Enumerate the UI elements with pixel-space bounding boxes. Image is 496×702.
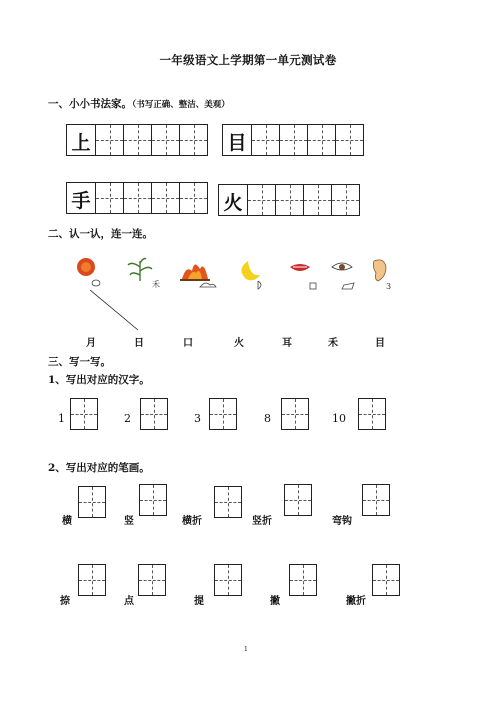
number-label: 1 [58, 412, 65, 425]
section3-heading: 三、写一写。 [48, 356, 111, 368]
answer-char[interactable]: 口 [183, 338, 193, 349]
writing-grid-1[interactable] [66, 124, 208, 156]
answer-char[interactable]: 耳 [282, 338, 292, 349]
number-label: 8 [264, 412, 271, 425]
section1-heading-text: 一、小小书法家。 [48, 98, 132, 110]
answer-char[interactable]: 日 [134, 338, 144, 349]
example-char: 手 [71, 190, 91, 212]
example-char: 目 [227, 132, 247, 154]
answer-box[interactable] [140, 398, 168, 430]
answer-box[interactable] [209, 398, 237, 430]
answer-char[interactable]: 目 [375, 338, 385, 349]
stroke-label: 撇折 [346, 596, 366, 607]
ear-picture [373, 260, 391, 291]
answer-box[interactable] [78, 486, 106, 518]
stroke-label: 点 [124, 596, 134, 607]
number-label: 2 [124, 412, 131, 425]
stroke-label: 撇 [270, 596, 280, 607]
moon-picture [241, 261, 261, 289]
answer-box[interactable] [214, 564, 242, 596]
answer-char[interactable]: 禾 [328, 338, 338, 349]
stroke-label: 弯钩 [332, 516, 352, 527]
stroke-label: 提 [194, 596, 204, 607]
number-label: 3 [194, 412, 201, 425]
answer-box[interactable] [78, 564, 106, 596]
pictures-row [70, 255, 400, 295]
section2-heading: 二、认一认，连一连。 [48, 228, 153, 240]
eye-picture [332, 263, 354, 289]
mouth-picture [290, 264, 316, 289]
stroke-label: 横 [62, 516, 72, 527]
example-char: 火 [223, 192, 243, 214]
stroke-label: 捺 [60, 596, 70, 607]
answer-char[interactable]: 火 [234, 338, 244, 349]
section3-sub1-heading: 1、写出对应的汉字。 [48, 374, 150, 386]
grain-picture [128, 259, 160, 290]
example-char: 上 [71, 132, 91, 154]
number-label: 10 [332, 412, 346, 425]
answer-box[interactable] [138, 564, 166, 596]
writing-grid-4[interactable] [218, 184, 360, 216]
answer-box[interactable] [358, 398, 386, 430]
stroke-label: 竖折 [252, 516, 272, 527]
stroke-label: 竖 [124, 516, 134, 527]
answer-box[interactable] [284, 484, 312, 516]
section1-note: （书写正确、整洁、美观） [132, 100, 230, 110]
svg-text:禾: 禾 [152, 280, 160, 289]
writing-grid-2[interactable] [222, 124, 364, 156]
fire-picture [180, 264, 216, 287]
answer-box[interactable] [281, 398, 309, 430]
stroke-label: 横折 [182, 516, 202, 527]
section3-sub2-heading: 2、写出对应的笔画。 [48, 462, 150, 474]
page-number: 1 [244, 646, 248, 653]
section1-heading [48, 96, 230, 111]
page-title: 一年级语文上学期第一单元测试卷 [159, 53, 337, 67]
answer-box[interactable] [70, 398, 98, 430]
sun-picture [77, 258, 100, 286]
svg-text:3: 3 [386, 282, 392, 291]
answer-char[interactable]: 月 [86, 338, 96, 349]
writing-grid-3[interactable] [66, 182, 208, 214]
answer-box[interactable] [362, 484, 390, 516]
answer-box[interactable] [289, 564, 317, 596]
answer-box[interactable] [214, 486, 242, 518]
answer-box[interactable] [372, 564, 400, 596]
answer-box[interactable] [139, 484, 167, 516]
